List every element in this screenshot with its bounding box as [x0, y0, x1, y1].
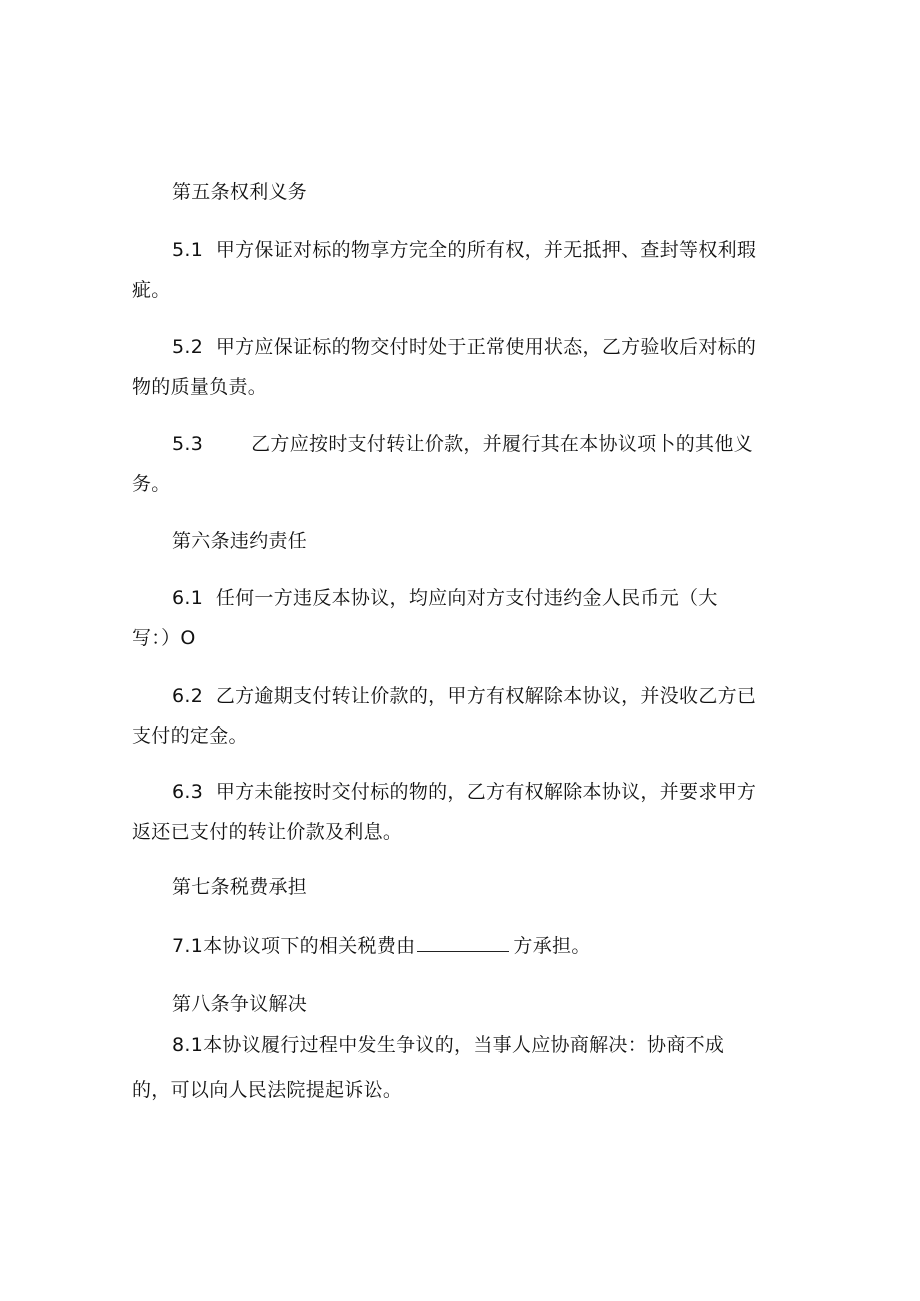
- clause-5-3-text: 乙方应按时支付转让价款，并履行其在本协议项卜的其他义: [251, 433, 753, 455]
- clause-6-2-line-2: 支付的定金。: [132, 725, 248, 747]
- clause-5-1-text: 甲方保证对标的物享方完全的所有权，并无抵押、查封等权利瑕: [215, 239, 757, 261]
- clause-6-3-line-1: [172, 780, 756, 804]
- clause-5-3-line-1: [172, 432, 753, 456]
- clause-5-2-text: 甲方应保证标的物交付时处于正常使用状态，乙方验收后对标的: [215, 336, 757, 358]
- clause-6-3-number: 6.3: [172, 781, 204, 803]
- fill-in-blank: [417, 933, 509, 952]
- clause-5-3-line-2: 务。: [132, 473, 171, 495]
- clause-5-3-number: 5.3: [172, 433, 204, 455]
- clause-6-2-text: 乙方逾期支付转让价款的，甲方有权解除本协议，并没收乙方已: [215, 685, 757, 707]
- clause-5-2-line-1: [172, 335, 756, 359]
- article-8-heading: 第八条争议解决: [172, 993, 308, 1015]
- clause-8-1-line-1: 8.1本协议履行过程中发生争议的，当事人应协商解决：协商不成: [172, 1034, 725, 1056]
- clause-6-3-line-2: 返还已支付的转让价款及利息。: [132, 821, 403, 843]
- article-6-heading: 第六条违约责任: [172, 530, 308, 552]
- clause-7-1: [172, 933, 591, 958]
- clause-6-1-text: 任何一方违反本协议，均应向对方支付违约金人民币元（大: [215, 587, 718, 609]
- clause-7-1-text-after: 方承担。: [513, 935, 591, 957]
- clause-5-1-line-2: 疵。: [132, 279, 171, 301]
- clause-6-2-number: 6.2: [172, 685, 204, 707]
- clause-8-1-line-2: 的，可以向人民法院提起诉讼。: [132, 1079, 403, 1101]
- article-5-heading: 第五条权利义务: [172, 181, 308, 203]
- article-7-heading: 第七条税费承担: [172, 876, 308, 898]
- clause-6-2-line-1: [172, 684, 756, 708]
- clause-6-1-number: 6.1: [172, 587, 204, 609]
- clause-6-1-line-1: [172, 586, 718, 610]
- clause-7-1-text-before: 7.1本协议项下的相关税费由: [172, 935, 416, 957]
- clause-5-1-line-1: [172, 238, 756, 262]
- clause-5-1-number: 5.1: [172, 239, 204, 261]
- clause-5-2-number: 5.2: [172, 336, 204, 358]
- clause-6-1-line-2: 写：）O: [132, 627, 196, 649]
- clause-5-2-line-2: 物的质量负责。: [132, 376, 268, 398]
- clause-6-3-text: 甲方未能按时交付标的物的，乙方有权解除本协议，并要求甲方: [215, 781, 757, 803]
